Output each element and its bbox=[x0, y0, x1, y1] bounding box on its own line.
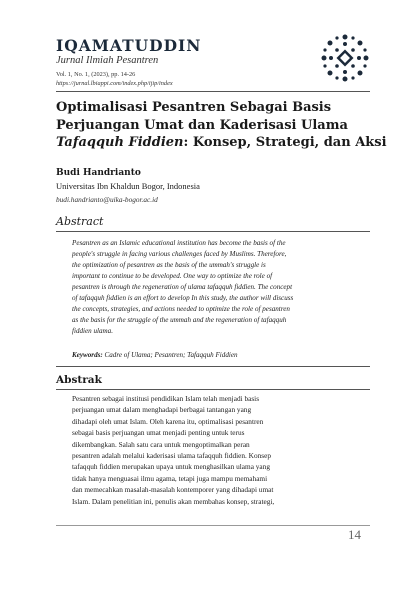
abstrak-divider bbox=[56, 389, 370, 390]
abstrak-line: dan memecahkan masalah-masalah kontemporer yang dihadapi umat bbox=[72, 485, 274, 495]
title-line: Optimalisasi Pesantren Sebagai Basis bbox=[56, 100, 332, 115]
abstract-line: of tafaqquh fiddien is an effort to develop In this study, the author will discuss bbox=[72, 294, 294, 302]
journal-url: https://jurnal.lbiappi.com/index.php/ijip/index bbox=[56, 80, 173, 87]
abstrak-line: pesantren adalah melalui kaderisasi ulama tafaqquh fiddien. Konsep bbox=[72, 451, 271, 461]
footer-divider bbox=[56, 525, 370, 526]
abstrak-line: tidak hanya menguasai ilmu agama, tetapi juga mampu memahami bbox=[72, 473, 268, 483]
abstrak-line: sebagai basis perjuangan umat menjadi penting untuk terus bbox=[72, 428, 245, 438]
abstract-divider bbox=[56, 231, 370, 232]
abstract-line: pesantren is through the regeneration of ulama tafaqquh fiddien. The concept bbox=[72, 283, 293, 291]
journal-name: IQAMATUDDIN bbox=[56, 36, 202, 55]
abstract-heading: Abstract bbox=[56, 215, 104, 228]
abstrak-line: Pesantren sebagai institusi pendidikan Islam telah menjadi basis bbox=[72, 394, 260, 403]
keywords-list: Cadre of Ulama; Pesantren; Tafaqquh Fiddien bbox=[104, 351, 238, 359]
title-line bbox=[56, 134, 387, 152]
article-title bbox=[56, 99, 387, 152]
abstract-line: fiddien ulama. bbox=[72, 327, 113, 335]
abstract-line: the optimization of pesantren as the basis of the ummah's struggle is bbox=[72, 261, 266, 269]
abstrak-body bbox=[72, 393, 358, 507]
title-italic-term: Tafaqquh Fiddien bbox=[56, 135, 184, 150]
abstract-line: important to continue to be developed. One way to optimize the role of bbox=[72, 272, 273, 280]
abstrak-line: Islam. Dalam penelitian ini, penulis akan membahas konsep, strategi, bbox=[72, 496, 275, 506]
page-number: 14 bbox=[348, 527, 361, 542]
abstrak-line: dihadapi oleh umat Islam. Oleh karena itu, optimalisasi pesantren bbox=[72, 416, 264, 426]
title-subtitle: : Konsep, Strategi, dan Aksi bbox=[183, 135, 387, 150]
abstract-line: people's struggle in facing various challenges faced by Muslims. Therefore, bbox=[72, 250, 287, 258]
abstract-line: the concepts, strategies, and actions needed to optimize the role of pesantren bbox=[72, 305, 290, 313]
journal-subtitle: Jurnal Ilmiah Pesantren bbox=[56, 55, 159, 66]
abstract-line: as the basis for the struggle of the ummah and the regeneration of tafaqquh bbox=[72, 316, 287, 324]
journal-volume-info: Vol. 1, No. 1, (2023), pp. 14-26 bbox=[56, 71, 136, 78]
ornamental-logo-icon bbox=[320, 33, 370, 83]
author-email[interactable]: budi.handrianto@uika-bogor.ac.id bbox=[56, 195, 158, 204]
author-name: Budi Handrianto bbox=[56, 168, 141, 178]
author-affiliation: Universitas Ibn Khaldun Bogor, Indonesia bbox=[56, 181, 200, 191]
abstrak-line: dikembangkan. Salah satu cara untuk mengoptimalkan peran bbox=[72, 439, 250, 449]
keywords-label: Keywords: bbox=[72, 351, 103, 359]
title-line: Perjuangan Umat dan Kaderisasi Ulama bbox=[56, 117, 348, 133]
abstrak-heading: Abstrak bbox=[56, 374, 102, 386]
abstrak-line: tafaqquh fiddien merupakan upaya untuk menghasilkan ulama yang bbox=[72, 462, 270, 472]
keywords bbox=[72, 351, 238, 359]
abstrak-line: perjuangan umat dalam menghadapi berbagai tantangan yang bbox=[72, 405, 252, 415]
abstract-body bbox=[72, 238, 352, 337]
abstract-end-divider bbox=[56, 366, 370, 367]
abstract-line: Pesantren as an Islamic educational institution has become the basis of the bbox=[72, 239, 286, 247]
header-divider bbox=[56, 91, 370, 92]
